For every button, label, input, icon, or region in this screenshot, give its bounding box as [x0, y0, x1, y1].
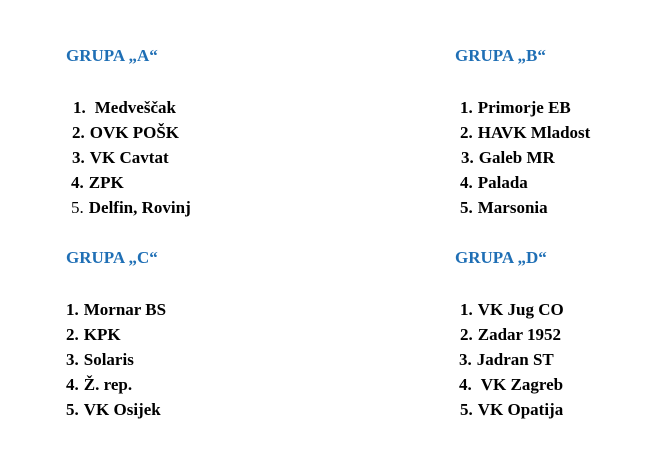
team-name: HAVK Mladost: [477, 123, 591, 142]
team-name: VK Jug CO: [477, 300, 564, 319]
team-name: Medveščak: [94, 98, 176, 117]
list-item: [455, 145, 659, 170]
list-item: [66, 120, 326, 145]
team-name: Solaris: [83, 350, 134, 369]
team-name: Ž. rep.: [83, 375, 133, 394]
team-name: OVK POŠK: [89, 123, 180, 142]
group-title: GRUPA „A“: [66, 46, 158, 65]
list-item: [455, 170, 659, 195]
group-c: [66, 248, 326, 422]
list-item: [66, 397, 326, 422]
list-item: [455, 322, 659, 347]
list-item: [66, 347, 326, 372]
team-name: VK Osijek: [83, 400, 161, 419]
list-item: [455, 95, 659, 120]
team-number: 1.: [460, 98, 473, 117]
team-number: 3.: [461, 148, 474, 167]
list-item: [455, 372, 659, 397]
group-b: [455, 46, 659, 220]
list-item: [455, 120, 659, 145]
team-number: 2.: [66, 325, 79, 344]
group-a: [66, 46, 326, 220]
list-item: [455, 195, 659, 220]
team-name: Delfin, Rovinj: [88, 198, 191, 217]
list-item: [66, 170, 326, 195]
team-number: 5.: [460, 400, 473, 419]
team-number: 2.: [72, 123, 85, 142]
team-number: 2.: [460, 325, 473, 344]
list-item: [455, 347, 659, 372]
team-name: Palada: [477, 173, 528, 192]
team-number: 5.: [460, 198, 473, 217]
team-name: Marsonia: [477, 198, 548, 217]
team-name: Zadar 1952: [477, 325, 562, 344]
team-name: VK Cavtat: [89, 148, 169, 167]
team-list: [455, 297, 659, 422]
list-item: [66, 297, 326, 322]
team-number: 1.: [460, 300, 473, 319]
team-number: 1.: [73, 98, 86, 117]
team-name: VK Opatija: [477, 400, 564, 419]
team-name: KPK: [83, 325, 121, 344]
team-name: Jadran ST: [476, 350, 554, 369]
list-item: [455, 397, 659, 422]
team-name: VK Zagreb: [480, 375, 564, 394]
team-number: 5.: [66, 400, 79, 419]
team-name: Galeb MR: [478, 148, 555, 167]
group-title: GRUPA „B“: [455, 46, 546, 65]
team-number: 3.: [459, 350, 472, 369]
list-item: [66, 145, 326, 170]
team-number: 3.: [72, 148, 85, 167]
group-title: GRUPA „D“: [455, 248, 547, 267]
team-number: 4.: [460, 173, 473, 192]
team-number: 4.: [66, 375, 79, 394]
list-item: [455, 297, 659, 322]
group-d: [455, 248, 659, 422]
team-list: [66, 297, 326, 422]
group-title: GRUPA „C“: [66, 248, 158, 267]
team-name: Primorje EB: [477, 98, 571, 117]
list-item: [66, 95, 326, 120]
team-list: [66, 95, 326, 220]
team-number: 3.: [66, 350, 79, 369]
team-number: 2.: [460, 123, 473, 142]
team-name: ZPK: [88, 173, 124, 192]
team-number: 1.: [66, 300, 79, 319]
team-list: [455, 95, 659, 220]
list-item: [66, 322, 326, 347]
list-item: [66, 372, 326, 397]
team-number: 4.: [71, 173, 84, 192]
team-number: 5.: [71, 198, 84, 217]
list-item: [66, 195, 326, 220]
team-name: Mornar BS: [83, 300, 167, 319]
team-number: 4.: [459, 375, 472, 394]
